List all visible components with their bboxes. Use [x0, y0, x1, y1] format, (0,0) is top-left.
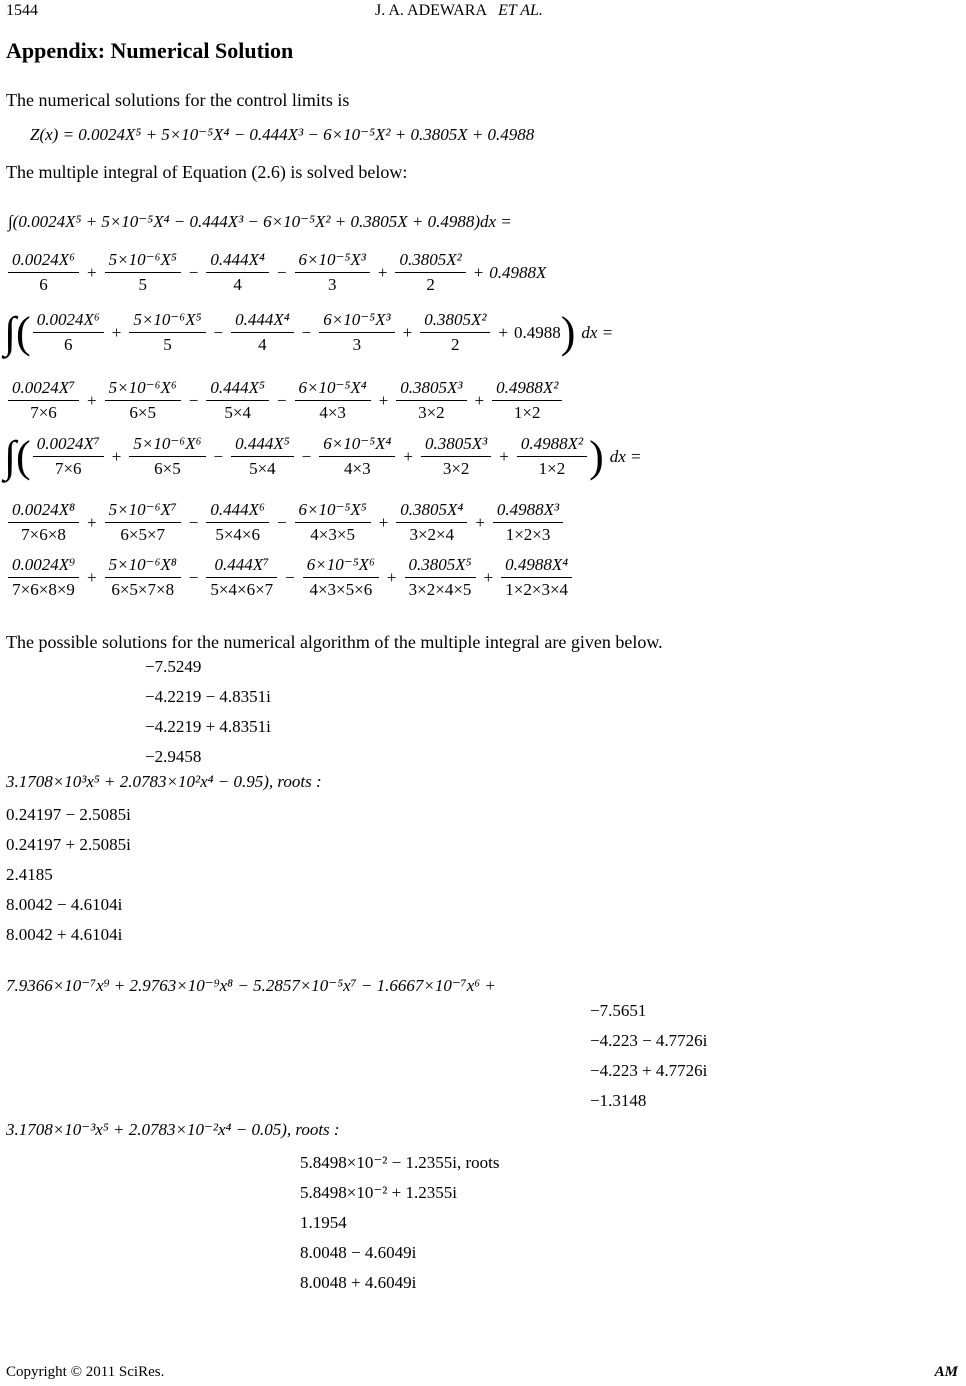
running-title-authors: J. A. ADEWARA	[375, 2, 487, 19]
running-title	[375, 2, 543, 20]
roots-set-4	[300, 1148, 499, 1298]
root-value: 5.8498×10⁻² − 1.2355i, roots	[300, 1153, 500, 1172]
r1-term4-num: 6×10⁻⁵X³	[295, 250, 370, 273]
root-value: 0.24197 − 2.5085i	[6, 805, 131, 824]
root-value: 5.8498×10⁻² + 1.2355i	[300, 1183, 457, 1202]
section-title: Appendix: Numerical Solution	[6, 38, 294, 63]
root-value: −4.223 + 4.7726i	[590, 1061, 708, 1080]
root-value: 8.0048 − 4.6049i	[300, 1243, 417, 1262]
root-value: 0.24197 + 2.5085i	[6, 835, 131, 854]
root-value: −1.3148	[590, 1091, 647, 1110]
root-value: 8.0048 + 4.6049i	[300, 1273, 417, 1292]
r1-term5-num: 0.3805X²	[395, 250, 465, 273]
paragraph-multiple-integral: The multiple integral of Equation (2.6) is solved below:	[6, 162, 408, 182]
root-value: −4.2219 + 4.8351i	[145, 717, 271, 736]
r1-term6: 0.4988X	[489, 262, 547, 282]
polynomial-1: 3.1708×10³x⁵ + 2.0783×10²x⁴ − 0.95), roots :	[6, 772, 322, 791]
equation-result-1: $\frac{\text{0.0024X⁶}}{6}$ + $\frac{\text{5×10⁻⁶X⁵}}{5}$ − $\frac{\text{0.444X⁴}}{4}$ − $\frac{\text{6×10⁻⁵X³}}{3}$ + $\frac{\text{0.3805X²}}{2}$ + 0.4988X	[6, 250, 546, 295]
equation-result-2: $\frac{\text{0.0024X⁷}}{7\times 6}$ + $\frac{\text{5×10⁻⁶X⁶}}{6\times 5}$ − $\frac{\text{0.444X⁵}}{5\times 4}$ − $\frac{\text{6×10⁻⁵X⁴}}{4\times 3}$ + $\frac{\text{0.3805X³}}{3\times 2}$ + $\frac{\text{0.4988X²}}{1\times 2}$	[6, 378, 564, 423]
equation-zx: Z(x) = 0.0024X⁵ + 5×10⁻⁵X⁴ − 0.444X³ − 6×10⁻⁵X² + 0.3805X + 0.4988	[30, 125, 535, 144]
root-value: 2.4185	[6, 865, 53, 884]
root-value: 1.1954	[300, 1213, 347, 1232]
footer-journal: AM	[934, 1364, 958, 1380]
equation-integral-2: ∫( $\frac{\text{0.0024X⁶}}{6}$ + $\frac{\text{5×10⁻⁶X⁵}}{5}$ − $\frac{\text{0.444X⁴}}{4}$ − $\frac{\text{6×10⁻⁵X³}}{3}$ + $\frac{\text{0.3805X²}}{2}$ + 0.4988 ) dx =	[4, 307, 614, 357]
r1-term3-num: 0.444X⁴	[206, 250, 269, 273]
root-value: −4.223 − 4.7726i	[590, 1031, 708, 1050]
page-number: 1544	[6, 2, 38, 19]
paragraph-possible-solutions: The possible solutions for the numerical algorithm of the multiple integral are given below.	[6, 632, 663, 652]
root-value: −7.5651	[590, 1001, 647, 1020]
root-value: −7.5249	[145, 657, 202, 676]
polynomial-3: 3.1708×10⁻³x⁵ + 2.0783×10⁻²x⁴ − 0.05), roots :	[6, 1120, 340, 1139]
r1-term1-den: 6	[39, 275, 48, 294]
root-value: 8.0042 + 4.6104i	[6, 925, 123, 944]
r1-term2-den: 5	[138, 275, 147, 294]
equation-integral-3: ∫( $\frac{\text{0.0024X⁷}}{7\times 6}$ + $\frac{\text{5×10⁻⁶X⁶}}{6\times 5}$ − $\frac{\text{0.444X⁵}}{5\times 4}$ − $\frac{\text{6×10⁻⁵X⁴}}{4\times 3}$ + $\frac{\text{0.3805X³}}{3\times 2}$ + $\frac{\text{0.4988X²}}{1\times 2}$ ) dx =	[4, 431, 642, 481]
r1-term5-den: 2	[426, 275, 435, 294]
roots-set-1	[145, 652, 271, 772]
roots-set-2	[6, 800, 131, 950]
r1-term1-num: 0.0024X⁶	[8, 250, 79, 273]
equation-result-4: $\frac{\text{0.0024X⁹}}{7\times 6\times 8\times 9}$ + $\frac{\text{5×10⁻⁶X⁸}}{6\times 5\times 7\times 8}$ − $\frac{\text{0.444X⁷}}{5\times 4\times 6\times 7}$ − $\frac{\text{6×10⁻⁵X⁶}}{4\times 3\times 5\times 6}$ + $\frac{\text{0.3805X⁵}}{3\times 2\times 4\times 5}$ + $\frac{\text{0.4988X⁴}}{1\times 2\times 3\times 4}$	[6, 555, 574, 600]
root-value: 8.0042 − 4.6104i	[6, 895, 123, 914]
r1-term3-den: 4	[233, 275, 242, 294]
equation-integral-1: ∫(0.0024X⁵ + 5×10⁻⁵X⁴ − 0.444X³ − 6×10⁻⁵X² + 0.3805X + 0.4988)dx =	[8, 212, 512, 231]
root-value: −2.9458	[145, 747, 202, 766]
root-value: −4.2219 − 4.8351i	[145, 687, 271, 706]
footer-copyright: Copyright © 2011 SciRes.	[6, 1364, 165, 1380]
polynomial-2: 7.9366×10⁻⁷x⁹ + 2.9763×10⁻⁹x⁸ − 5.2857×10⁻⁵x⁷ − 1.6667×10⁻⁷x⁶ +	[6, 976, 496, 995]
equation-result-3: $\frac{\text{0.0024X⁸}}{7\times 6\times 8}$ + $\frac{\text{5×10⁻⁶X⁷}}{6\times 5\times 7}$ − $\frac{\text{0.444X⁶}}{5\times 4\times 6}$ − $\frac{\text{6×10⁻⁵X⁵}}{4\times 3\times 5}$ + $\frac{\text{0.3805X⁴}}{3\times 2\times 4}$ + $\frac{\text{0.4988X³}}{1\times 2\times 3}$	[6, 500, 565, 545]
roots-set-3	[590, 996, 707, 1116]
running-title-etal: ET AL.	[498, 2, 543, 19]
r1-term4-den: 3	[327, 275, 337, 294]
r1-term2-num: 5×10⁻⁶X⁵	[105, 250, 181, 273]
paragraph-control-limits: The numerical solutions for the control limits is	[6, 90, 350, 110]
